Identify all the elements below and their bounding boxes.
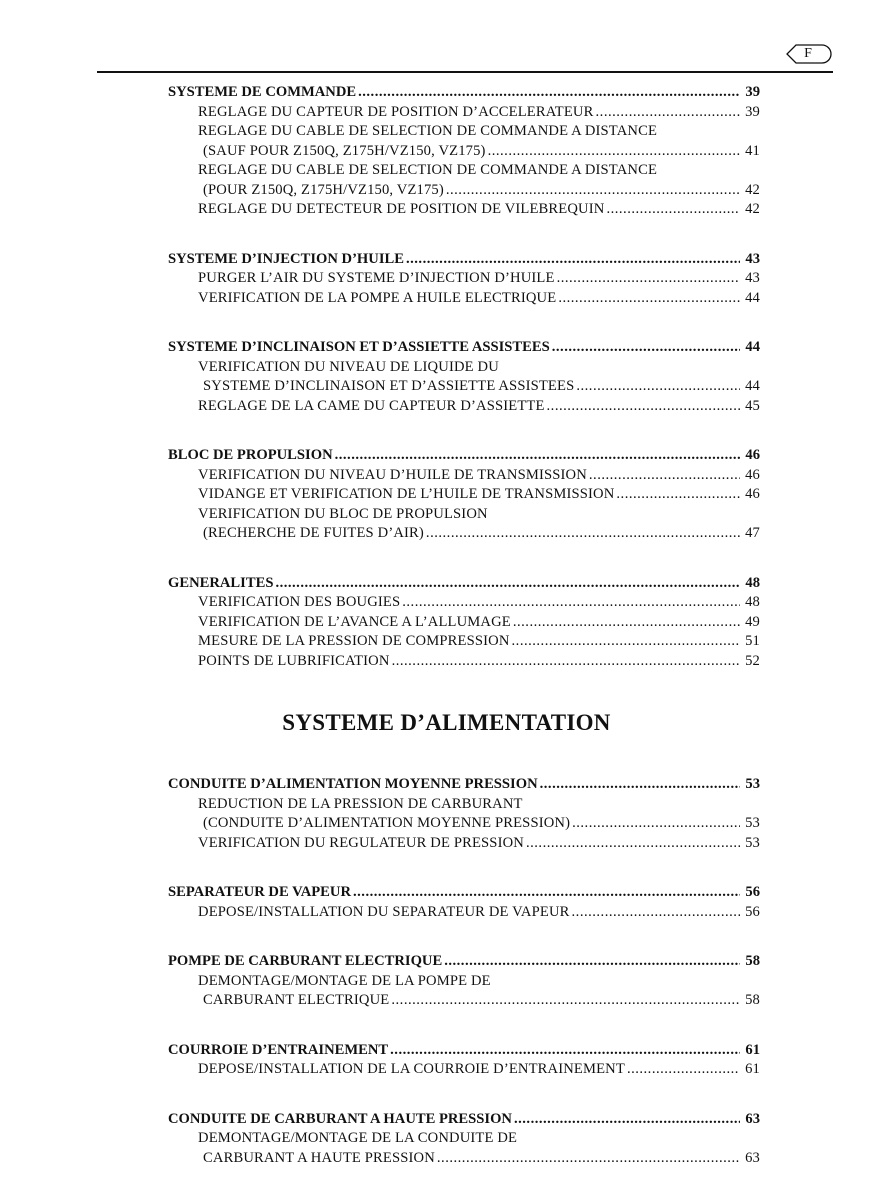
toc-page-number: 63 <box>745 1110 760 1127</box>
toc-entry-text: GENERALITES <box>168 574 274 591</box>
toc-entry-text: REGLAGE DU CABLE DE SELECTION DE COMMANDE A DISTANCE <box>198 162 658 178</box>
dot-leader <box>391 992 740 1009</box>
toc-entry-text: CARBURANT A HAUTE PRESSION <box>203 1149 435 1166</box>
toc-entry[interactable] <box>168 1061 760 1081</box>
toc-entry[interactable] <box>168 815 760 835</box>
dot-leader <box>488 143 740 160</box>
toc-page-number: 51 <box>745 633 760 649</box>
toc-entry-text: DEPOSE/INSTALLATION DE LA COURROIE D’ENTRAINEMENT <box>198 1061 625 1077</box>
dot-leader <box>606 201 740 218</box>
toc-entry-text: VERIFICATION DE L’AVANCE A L’ALLUMAGE <box>198 613 511 630</box>
dot-leader <box>552 339 740 356</box>
toc-entry-text: CARBURANT ELECTRIQUE <box>203 992 390 1008</box>
toc-entry-text: (POUR Z150Q, Z175H/VZ150, VZ175) <box>203 181 444 198</box>
header-rule <box>97 71 833 73</box>
toc-entry[interactable] <box>168 633 760 653</box>
toc-entry-text: BLOC DE PROPULSION <box>168 447 333 463</box>
toc-page-number: 39 <box>745 103 760 120</box>
toc-entry-text: VERIFICATION DU BLOC DE PROPULSION <box>198 505 488 522</box>
dot-leader <box>446 182 740 199</box>
toc-entry-text: SYSTEME D’INCLINAISON ET D’ASSIETTE ASSISTEES <box>203 378 575 394</box>
toc-entry[interactable] <box>168 270 760 290</box>
toc-page-number: 56 <box>745 903 760 920</box>
language-badge-label: F <box>804 46 812 61</box>
toc-block-1 <box>168 84 760 672</box>
section-gap <box>168 545 760 575</box>
dot-leader <box>514 1111 740 1128</box>
section-gap <box>168 309 760 339</box>
dot-leader <box>426 525 740 542</box>
toc-entry-text: REDUCTION DE LA PRESSION DE CARBURANT <box>198 795 523 812</box>
toc-entry-text: CONDUITE D’ALIMENTATION MOYENNE PRESSION <box>168 776 538 792</box>
toc-entry[interactable] <box>168 992 760 1012</box>
toc-entry-text: POMPE DE CARBURANT ELECTRIQUE <box>168 953 443 969</box>
dot-leader <box>572 904 740 921</box>
section-gap <box>168 1081 760 1111</box>
toc-page-number: 56 <box>745 884 760 900</box>
toc-entry-text: DEMONTAGE/MONTAGE DE LA CONDUITE DE <box>198 1130 518 1146</box>
toc-page-number: 49 <box>745 613 760 630</box>
toc-entry[interactable] <box>168 182 760 202</box>
toc-heading[interactable] <box>168 339 760 359</box>
toc-entry-text: DEMONTAGE/MONTAGE DE LA POMPE DE <box>198 972 491 989</box>
toc-entry-text: CONDUITE DE CARBURANT A HAUTE PRESSION <box>168 1110 512 1127</box>
toc-entry[interactable] <box>168 594 760 614</box>
toc-page-number: 44 <box>745 339 760 355</box>
dot-leader <box>402 594 740 611</box>
toc-page-number: 58 <box>745 992 760 1008</box>
toc-entry-text: VERIFICATION DU REGULATEUR DE PRESSION <box>198 834 524 851</box>
toc-heading[interactable] <box>168 575 760 595</box>
toc-entry-text: REGLAGE DU CAPTEUR DE POSITION D’ACCELERATEUR <box>198 103 594 120</box>
toc-entry[interactable] <box>168 378 760 398</box>
toc-page-number: 53 <box>745 834 760 851</box>
dot-leader <box>358 84 740 101</box>
toc-entry[interactable] <box>168 290 760 310</box>
toc-heading[interactable] <box>168 251 760 271</box>
toc-entry-text: DEPOSE/INSTALLATION DU SEPARATEUR DE VAPEUR <box>198 903 570 920</box>
toc-heading[interactable] <box>168 447 760 467</box>
toc-entry[interactable] <box>168 973 760 993</box>
toc-page-number: 48 <box>745 594 760 610</box>
dot-leader <box>616 486 740 503</box>
toc-entry[interactable] <box>168 143 760 163</box>
toc-heading[interactable] <box>168 776 760 796</box>
toc-heading[interactable] <box>168 953 760 973</box>
dot-leader <box>406 251 740 268</box>
toc-entry-text: REGLAGE DU CABLE DE SELECTION DE COMMANDE A DISTANCE <box>198 123 658 139</box>
dot-leader <box>557 270 740 287</box>
toc-entry[interactable] <box>168 1130 760 1150</box>
toc-page-number: 39 <box>745 84 760 100</box>
dot-leader <box>513 614 740 631</box>
toc-page-number: 43 <box>745 250 760 267</box>
toc-page-number: 46 <box>745 447 760 463</box>
toc-page-number: 41 <box>745 142 760 159</box>
toc-heading[interactable] <box>168 1111 760 1131</box>
toc-entry[interactable] <box>168 123 760 143</box>
toc-entry[interactable] <box>168 506 760 526</box>
toc-page-number: 61 <box>745 1041 760 1058</box>
dot-leader <box>627 1061 740 1078</box>
toc-entry[interactable] <box>168 653 760 673</box>
toc-entry-text: MESURE DE LA PRESSION DE COMPRESSION <box>198 633 510 649</box>
toc-entry-text: COURROIE D’ENTRAINEMENT <box>168 1041 389 1058</box>
dot-leader <box>572 815 740 832</box>
toc-entry[interactable] <box>168 359 760 379</box>
toc-entry-text: SYSTEME DE COMMANDE <box>168 84 357 100</box>
dot-leader <box>390 1042 740 1059</box>
dot-leader <box>596 104 740 121</box>
toc-page-number: 46 <box>745 466 760 483</box>
section-gap <box>168 417 760 447</box>
toc-entry[interactable] <box>168 904 760 924</box>
toc-entry-text: SYSTEME D’INCLINAISON ET D’ASSIETTE ASSISTEES <box>168 339 550 355</box>
toc-page-number: 46 <box>745 486 760 502</box>
toc-entry[interactable] <box>168 104 760 124</box>
toc-page-number: 58 <box>745 953 760 969</box>
dot-leader <box>589 467 740 484</box>
dot-leader <box>444 953 740 970</box>
toc-page-number: 53 <box>745 776 760 792</box>
toc-entry-text: VERIFICATION DU NIVEAU D’HUILE DE TRANSMISSION <box>198 466 587 483</box>
toc-entry-text: (SAUF POUR Z150Q, Z175H/VZ150, VZ175) <box>203 142 486 159</box>
dot-leader <box>392 653 740 670</box>
toc-entry-text: POINTS DE LUBRIFICATION <box>198 652 390 669</box>
dot-leader <box>353 884 740 901</box>
dot-leader <box>275 575 740 592</box>
toc-entry[interactable] <box>168 835 760 855</box>
toc-page-number: 47 <box>745 525 760 541</box>
toc-entry-text: REGLAGE DE LA CAME DU CAPTEUR D’ASSIETTE <box>198 397 545 414</box>
toc-page-number: 42 <box>745 201 760 217</box>
toc-entry-text: VERIFICATION DES BOUGIES <box>198 594 401 610</box>
toc-entry-text: SYSTEME D’INJECTION D’HUILE <box>168 250 404 267</box>
toc-page-number: 44 <box>745 289 760 306</box>
toc-entry[interactable] <box>168 162 760 182</box>
toc-entry-text: SEPARATEUR DE VAPEUR <box>168 884 351 900</box>
toc-page-number: 48 <box>745 574 760 591</box>
toc-entry-text: VIDANGE ET VERIFICATION DE L’HUILE DE TRANSMISSION <box>198 486 615 502</box>
toc-entry[interactable] <box>168 398 760 418</box>
toc-page-number: 42 <box>745 181 760 198</box>
dot-leader <box>437 1150 740 1167</box>
toc-block-2 <box>168 776 760 1169</box>
toc-page-number: 43 <box>745 270 760 286</box>
dot-leader <box>540 776 740 793</box>
dot-leader <box>558 290 740 307</box>
toc-entry[interactable] <box>168 614 760 634</box>
toc-entry-text: PURGER L’AIR DU SYSTEME D’INJECTION D’HUILE <box>198 270 555 286</box>
toc-entry-text: REGLAGE DU DETECTEUR DE POSITION DE VILEBREQUIN <box>198 201 605 217</box>
toc-heading[interactable] <box>168 84 760 104</box>
toc-entry-text: VERIFICATION DU NIVEAU DE LIQUIDE DU <box>198 358 499 375</box>
toc-heading[interactable] <box>168 1042 760 1062</box>
toc-page-number: 52 <box>745 652 760 669</box>
dot-leader <box>576 378 740 395</box>
toc-page-number: 44 <box>745 378 760 394</box>
dot-leader <box>512 633 740 650</box>
section-gap <box>168 923 760 953</box>
section-gap <box>168 221 760 251</box>
dot-leader <box>335 447 740 464</box>
toc-entry-text: VERIFICATION DE LA POMPE A HUILE ELECTRIQUE <box>198 289 557 306</box>
toc-entry[interactable] <box>168 1150 760 1170</box>
section-gap <box>168 1012 760 1042</box>
dot-leader <box>526 835 740 852</box>
toc-entry-text: (CONDUITE D’ALIMENTATION MOYENNE PRESSION) <box>203 815 571 831</box>
section-gap <box>168 854 760 884</box>
toc-entry[interactable] <box>168 467 760 487</box>
dot-leader <box>547 398 740 415</box>
toc-entry-text: (RECHERCHE DE FUITES D’AIR) <box>203 525 424 541</box>
toc-page-number: 45 <box>745 397 760 414</box>
toc-entry[interactable] <box>168 525 760 545</box>
toc-entry[interactable] <box>168 201 760 221</box>
toc-entry[interactable] <box>168 796 760 816</box>
section-title: SYSTEME D’ALIMENTATION <box>282 710 611 735</box>
toc-page-number: 63 <box>745 1149 760 1166</box>
toc-page-number: 53 <box>745 815 760 831</box>
toc-page-number: 61 <box>745 1061 760 1077</box>
toc-heading[interactable] <box>168 884 760 904</box>
toc-entry[interactable] <box>168 486 760 506</box>
